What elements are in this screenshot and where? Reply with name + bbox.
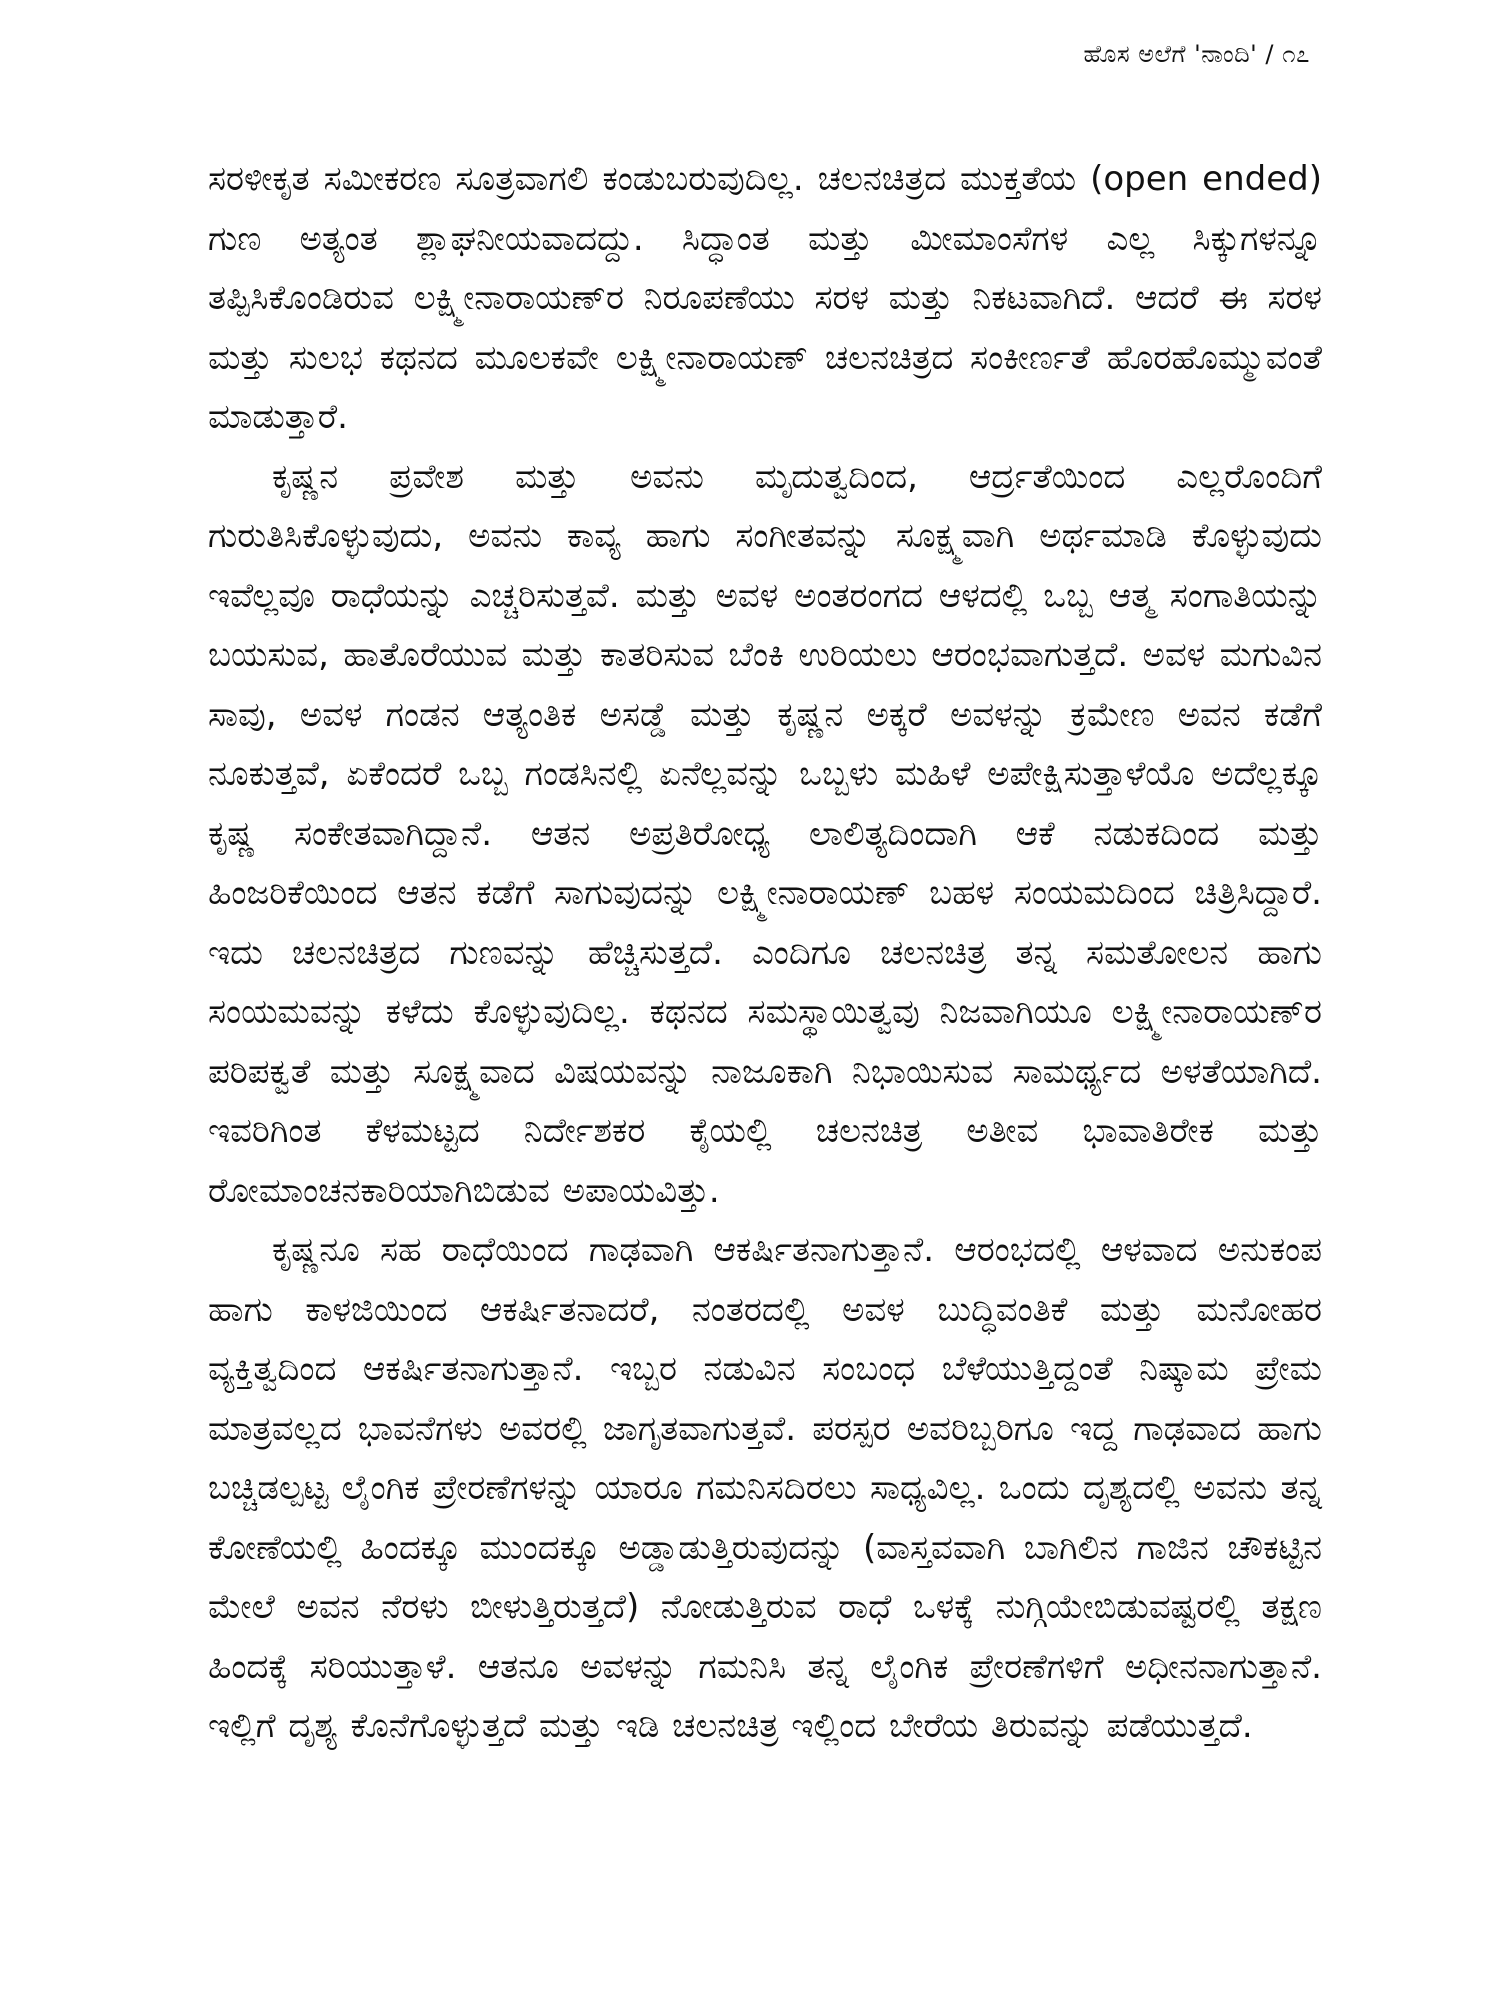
paragraph-3: ಕೃಷ್ಣನೂ ಸಹ ರಾಧೆಯಿಂದ ಗಾಢವಾಗಿ ಆಕರ್ಷಿತನಾಗುತ್ತಾನೆ. ಆರಂಭದಲ್ಲಿ ಆಳವಾದ ಅನುಕಂಪ ಹಾಗು ಕಾಳಜಿಯಿಂದ ಆಕರ್ಷಿತನಾದರೆ, ನಂತರದಲ್ಲಿ ಅವಳ ಬುದ್ಧಿವಂತಿಕೆ ಮತ್ತು ಮನೋಹರ ವ್ಯಕ್ತಿತ್ವದಿಂದ ಆಕರ್ಷಿತನಾಗುತ್ತಾನೆ. ಇಬ್ಬರ ನಡುವಿನ ಸಂಬಂಧ ಬೆಳೆಯುತ್ತಿದ್ದಂತೆ ನಿಷ್ಕಾಮ ಪ್ರೇಮ ಮಾತ್ರವಲ್ಲದ ಭಾವನೆಗಳು ಅವರಲ್ಲಿ ಜಾಗೃತವಾಗುತ್ತವೆ. ಪರಸ್ಪರ ಅವರಿಬ್ಬರಿಗೂ ಇದ್ದ ಗಾಢವಾದ ಹಾಗು ಬಚ್ಚಿಡಲ್ಪಟ್ಟ ಲೈಂಗಿಕ ಪ್ರೇರಣೆಗಳನ್ನು ಯಾರೂ ಗಮನಿಸದಿರಲು ಸಾಧ್ಯವಿಲ್ಲ. ಒಂದು ದೃಶ್ಯದಲ್ಲಿ ಅವನು ತನ್ನ ಕೋಣೆಯಲ್ಲಿ ಹಿಂದಕ್ಕೂ ಮುಂದಕ್ಕೂ ಅಡ್ಡಾಡುತ್ತಿರುವುದನ್ನು (ವಾಸ್ತವವಾಗಿ ಬಾಗಿಲಿನ ಗಾಜಿನ ಚೌಕಟ್ಟಿನ ಮೇಲೆ ಅವನ ನೆರಳು ಬೀಳುತ್ತಿರುತ್ತದೆ) ನೋಡುತ್ತಿರುವ ರಾಧೆ ಒಳಕ್ಕೆ ನುಗ್ಗಿಯೇಬಿಡುವಷ್ಟರಲ್ಲಿ ತಕ್ಷಣ ಹಿಂದಕ್ಕೆ ಸರಿಯುತ್ತಾಳೆ. ಆತನೂ ಅವಳನ್ನು ಗಮನಿಸಿ ತನ್ನ ಲೈಂಗಿಕ ಪ್ರೇರಣೆಗಳಿಗೆ ಅಧೀನನಾಗುತ್ತಾನೆ. ಇಲ್ಲಿಗೆ ದೃಶ್ಯ ಕೊನೆಗೊಳ್ಳುತ್ತದೆ ಮತ್ತು ಇಡಿ ಚಲನಚಿತ್ರ ಇಲ್ಲಿಂದ ಬೇರೆಯ ತಿರುವನ್ನು ಪಡೆಯುತ್ತದೆ. (208, 1230, 1322, 1746)
paragraph-1: ಸರಳೀಕೃತ ಸಮೀಕರಣ ಸೂತ್ರವಾಗಲಿ ಕಂಡುಬರುವುದಿಲ್ಲ. ಚಲನಚಿತ್ರದ ಮುಕ್ತತೆಯ (open ended) ಗುಣ ಅತ್ಯಂತ ಶ್ಲಾಘನೀಯವಾದದ್ದು. ಸಿದ್ಧಾಂತ ಮತ್ತು ಮೀಮಾಂಸೆಗಳ ಎಲ್ಲ ಸಿಕ್ಕುಗಳನ್ನೂ ತಪ್ಪಿಸಿಕೊಂಡಿರುವ ಲಕ್ಷ್ಮೀನಾರಾಯಣ್‌ರ ನಿರೂಪಣೆಯು ಸರಳ ಮತ್ತು ನಿಕಟವಾಗಿದೆ. ಆದರೆ ಈ ಸರಳ ಮತ್ತು ಸುಲಭ ಕಥನದ ಮೂಲಕವೇ ಲಕ್ಷ್ಮೀನಾರಾಯಣ್ ಚಲನಚಿತ್ರದ ಸಂಕೀರ್ಣತೆ ಹೊರಹೊಮ್ಮುವಂತೆ ಮಾಡುತ್ತಾರೆ. (208, 159, 1322, 437)
running-header: ಹೊಸ ಅಲೆಗೆ 'ನಾಂದಿ' / ೧೭ (1083, 40, 1310, 68)
paragraph-2: ಕೃಷ್ಣನ ಪ್ರವೇಶ ಮತ್ತು ಅವನು ಮೃದುತ್ವದಿಂದ, ಆರ್ದ್ರತೆಯಿಂದ ಎಲ್ಲರೊಂದಿಗೆ ಗುರುತಿಸಿಕೊಳ್ಳುವುದು, ಅವನು ಕಾವ್ಯ ಹಾಗು ಸಂಗೀತವನ್ನು ಸೂಕ್ಷ್ಮವಾಗಿ ಅರ್ಥಮಾಡಿ ಕೊಳ್ಳುವುದು ಇವೆಲ್ಲವೂ ರಾಧೆಯನ್ನು ಎಚ್ಚರಿಸುತ್ತವೆ. ಮತ್ತು ಅವಳ ಅಂತರಂಗದ ಆಳದಲ್ಲಿ ಒಬ್ಬ ಆತ್ಮ ಸಂಗಾತಿಯನ್ನು ಬಯಸುವ, ಹಾತೊರೆಯುವ ಮತ್ತು ಕಾತರಿಸುವ ಬೆಂಕಿ ಉರಿಯಲು ಆರಂಭವಾಗುತ್ತದೆ. ಅವಳ ಮಗುವಿನ ಸಾವು, ಅವಳ ಗಂಡನ ಆತ್ಯಂತಿಕ ಅಸಡ್ಡೆ ಮತ್ತು ಕೃಷ್ಣನ ಅಕ್ಕರೆ ಅವಳನ್ನು ಕ್ರಮೇಣ ಅವನ ಕಡೆಗೆ ನೂಕುತ್ತವೆ, ಏಕೆಂದರೆ ಒಬ್ಬ ಗಂಡಸಿನಲ್ಲಿ ಏನೆಲ್ಲವನ್ನು ಒಬ್ಬಳು ಮಹಿಳೆ ಅಪೇಕ್ಷಿಸುತ್ತಾಳೆಯೊ ಅದೆಲ್ಲಕ್ಕೂ ಕೃಷ್ಣ ಸಂಕೇತವಾಗಿದ್ದಾನೆ. ಆತನ ಅಪ್ರತಿರೋಧ್ಯ ಲಾಲಿತ್ಯದಿಂದಾಗಿ ಆಕೆ ನಡುಕದಿಂದ ಮತ್ತು ಹಿಂಜರಿಕೆಯಿಂದ ಆತನ ಕಡೆಗೆ ಸಾಗುವುದನ್ನು ಲಕ್ಷ್ಮೀನಾರಾಯಣ್ ಬಹಳ ಸಂಯಮದಿಂದ ಚಿತ್ರಿಸಿದ್ದಾರೆ. ಇದು ಚಲನಚಿತ್ರದ ಗುಣವನ್ನು ಹೆಚ್ಚಿಸುತ್ತದೆ. ಎಂದಿಗೂ ಚಲನಚಿತ್ರ ತನ್ನ ಸಮತೋಲನ ಹಾಗು ಸಂಯಮವನ್ನು ಕಳೆದು ಕೊಳ್ಳುವುದಿಲ್ಲ. ಕಥನದ ಸಮಸ್ಥಾಯಿತ್ವವು ನಿಜವಾಗಿಯೂ ಲಕ್ಷ್ಮೀನಾರಾಯಣ್‌ರ ಪರಿಪಕ್ವತೆ ಮತ್ತು ಸೂಕ್ಷ್ಮವಾದ ವಿಷಯವನ್ನು ನಾಜೂಕಾಗಿ ನಿಭಾಯಿಸುವ ಸಾಮರ್ಥ್ಯದ ಅಳತೆಯಾಗಿದೆ. ಇವರಿಗಿಂತ ಕೆಳಮಟ್ಟದ ನಿರ್ದೇಶಕರ ಕೈಯಲ್ಲಿ ಚಲನಚಿತ್ರ ಅತೀವ ಭಾವಾತಿರೇಕ ಮತ್ತು ರೋಮಾಂಚನಕಾರಿಯಾಗಿಬಿಡುವ ಅಪಾಯವಿತ್ತು. (208, 456, 1322, 1211)
body-text (208, 150, 1322, 1757)
